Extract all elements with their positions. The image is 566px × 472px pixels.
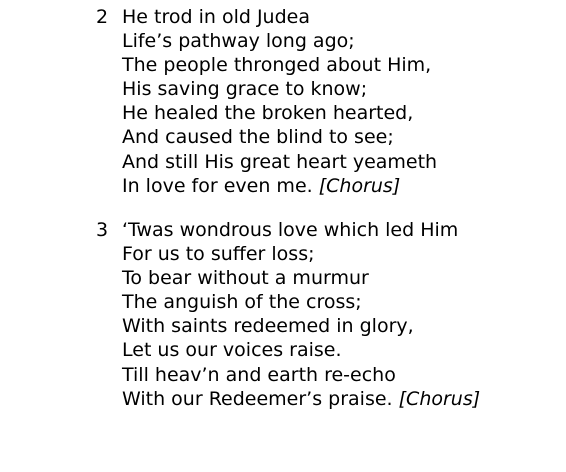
verse-line: With saints redeemed in glory, bbox=[122, 315, 414, 338]
verse-number: 2 bbox=[96, 6, 109, 28]
verse-number: 3 bbox=[96, 219, 109, 241]
verse-line: His saving grace to know; bbox=[122, 78, 368, 101]
verse-line-text: In love for even me. bbox=[122, 174, 313, 197]
verse-line: The anguish of the cross; bbox=[122, 291, 362, 314]
verse-line: The people thronged about Him, bbox=[122, 54, 432, 77]
verse-line: He healed the broken hearted, bbox=[122, 102, 414, 125]
verse-lines bbox=[122, 5, 437, 198]
verse-line: Life’s pathway long ago; bbox=[122, 30, 355, 53]
verse-last-line bbox=[122, 387, 480, 411]
verse-lines bbox=[122, 218, 480, 411]
verse-line-text: With our Redeemer’s praise. bbox=[122, 387, 393, 410]
chorus-marker: [Chorus] bbox=[318, 174, 401, 197]
verse-line: And still His great heart yeameth bbox=[122, 150, 438, 173]
verse-line: And caused the blind to see; bbox=[122, 126, 394, 149]
verse-line: He trod in old Judea bbox=[122, 6, 310, 28]
verse-line: Let us our voices raise. bbox=[122, 339, 342, 362]
chorus-marker: [Chorus] bbox=[398, 387, 481, 410]
verse-line: To bear without a murmur bbox=[122, 267, 369, 290]
verse-last-line bbox=[122, 174, 437, 198]
verse-line: For us to suffer loss; bbox=[122, 243, 315, 266]
verse-line: ‘Twas wondrous love which led Him bbox=[122, 219, 459, 241]
verse-line: Till heav’n and earth re-echo bbox=[122, 363, 396, 386]
